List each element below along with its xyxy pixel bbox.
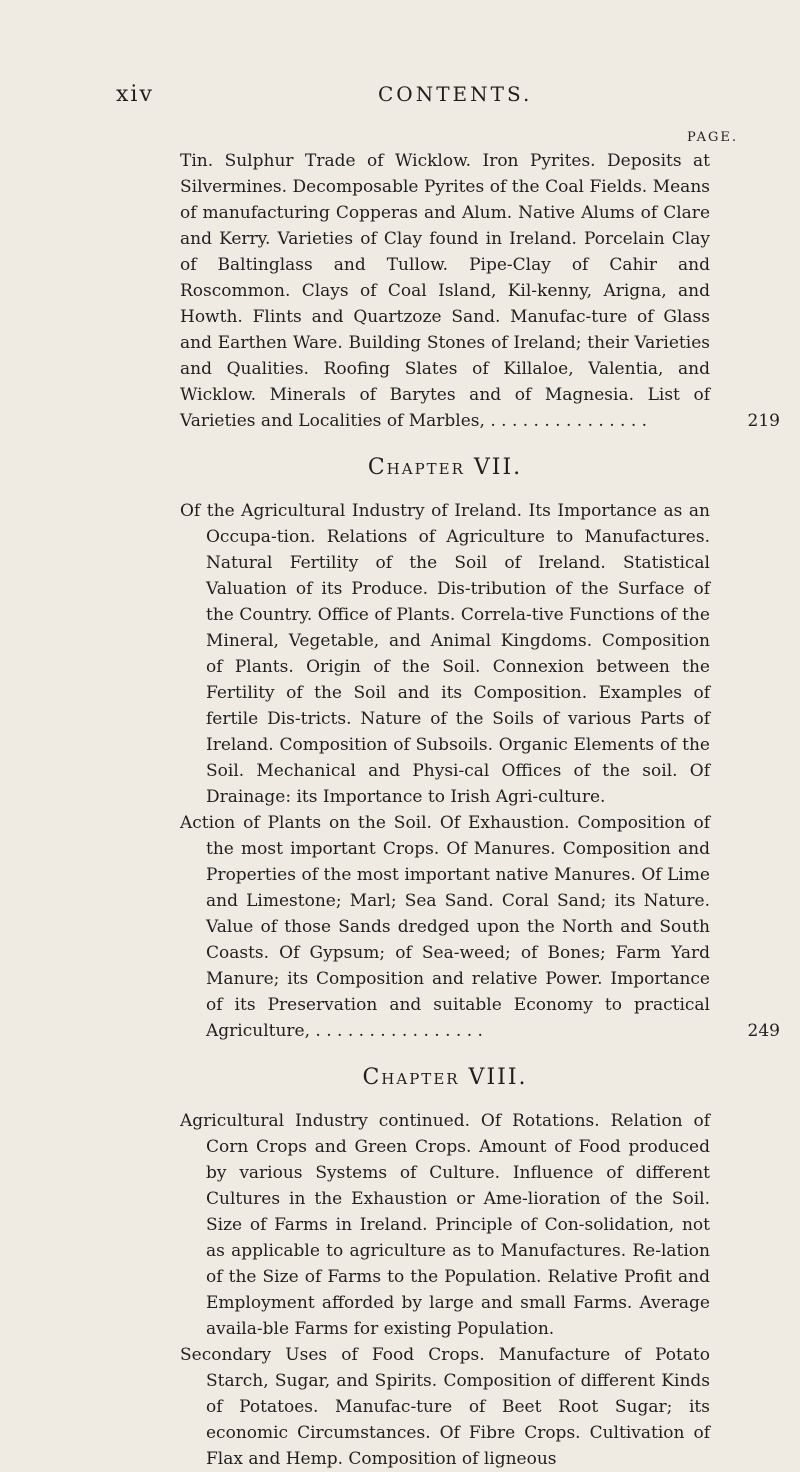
chapter-7-heading: Chapter VII. <box>367 455 523 480</box>
contents-body <box>180 148 780 1472</box>
running-title: CONTENTS. <box>378 82 533 106</box>
chapter-7-entry-1-text: Of the Agricultural Industry of Ireland. Its Importance as an Occupa-tion. Relations of Agriculture to Manufactures. Natural Fertility of the Soil of Ireland. Statistical Valuation of its Produce. Dis-tribution of the Surface of the Country. Office of Plants. Correla-tive Functions of the Mineral, Vegetable, and Animal Kingdoms. Composition of Plants. Origin of the Soil. Connexion between the Fertility of the Soil and its Composition. Examples of fertile Dis-tricts. Nature of the Soils of various Parts of Ireland. Composition of Subsoils. Organic Elements of the Soil. Mechanical and Physi-cal Offices of the soil. Of Drainage: its Importance to Irish Agri-culture. <box>180 501 710 807</box>
page-column-label: PAGE. <box>687 130 738 145</box>
chapter-8-entry-2 <box>180 1342 710 1472</box>
chapter-8-heading: Chapter VIII. <box>362 1065 528 1090</box>
continuation-text: Tin. Sulphur Trade of Wicklow. Iron Pyrites. Deposits at Silvermines. Decomposable Pyrites of the Coal Fields. Means of manufacturing Copperas and Alum. Native Alums of Clare and Kerry. Varieties of Clay found in Ireland. Porcelain Clay of Baltinglass and Tullow. Pipe-Clay of Cahir and Roscommon. Clays of Coal Island, Kil-kenny, Arigna, and Howth. Flints and Quartzoze Sand. Manufac-ture of Glass and Earthen Ware. Building Stones of Ireland; their Varieties and Qualities. Roofing Slates of Killaloe, Valentia, and Wicklow. Minerals of Barytes and of Magnesia. List of Varieties and Localities of Marbles, . . . . . . . . . . . . . . . <box>180 151 710 431</box>
continuation-entry <box>180 148 780 434</box>
chapter-7-page-ref: 249 <box>747 1021 780 1041</box>
page-folio: xiv <box>116 82 154 107</box>
chapter-8-entry-2-text: Secondary Uses of Food Crops. Manufacture of Potato Starch, Sugar, and Spirits. Composition of different Kinds of Potatoes. Manufac-ture of Beet Root Sugar; its economic Circumstances. Of Fibre Crops. Cultivation of Flax and Hemp. Composition of ligneous <box>180 1345 710 1469</box>
chapter-8-entry-1-text: Agricultural Industry continued. Of Rotations. Relation of Corn Crops and Green Crops. Amount of Food produced by various Systems of Culture. Influence of different Cultures in the Exhaustion or Ame-lioration of the Soil. Size of Farms in Ireland. Principle of Con-solidation, not as applicable to agriculture as to Manufactures. Re-lation of the Size of Farms to the Population. Relative Profit and Employment afforded by large and small Farms. Average availa-ble Farms for existing Population. <box>180 1111 710 1339</box>
continuation-page-ref: 219 <box>747 411 780 431</box>
chapter-7-entry-2-text: Action of Plants on the Soil. Of Exhaustion. Composition of the most important Crops. Of Manures. Composition and Properties of the most important native Manures. Of Lime and Limestone; Marl; Sea Sand. Coral Sand; its Nature. Value of those Sands dredged upon the North and South Coasts. Of Gypsum; of Sea-weed; of Bones; Farm Yard Manure; its Composition and relative Power. Importance of its Preservation and suitable Economy to practical Agriculture, . . . . . . . . . . . . . . . . <box>180 813 710 1041</box>
chapter-8-entry-1 <box>180 1108 710 1342</box>
chapter-7-entry-2 <box>180 810 780 1044</box>
chapter-7-entry-1 <box>180 498 710 810</box>
running-head <box>116 82 676 112</box>
